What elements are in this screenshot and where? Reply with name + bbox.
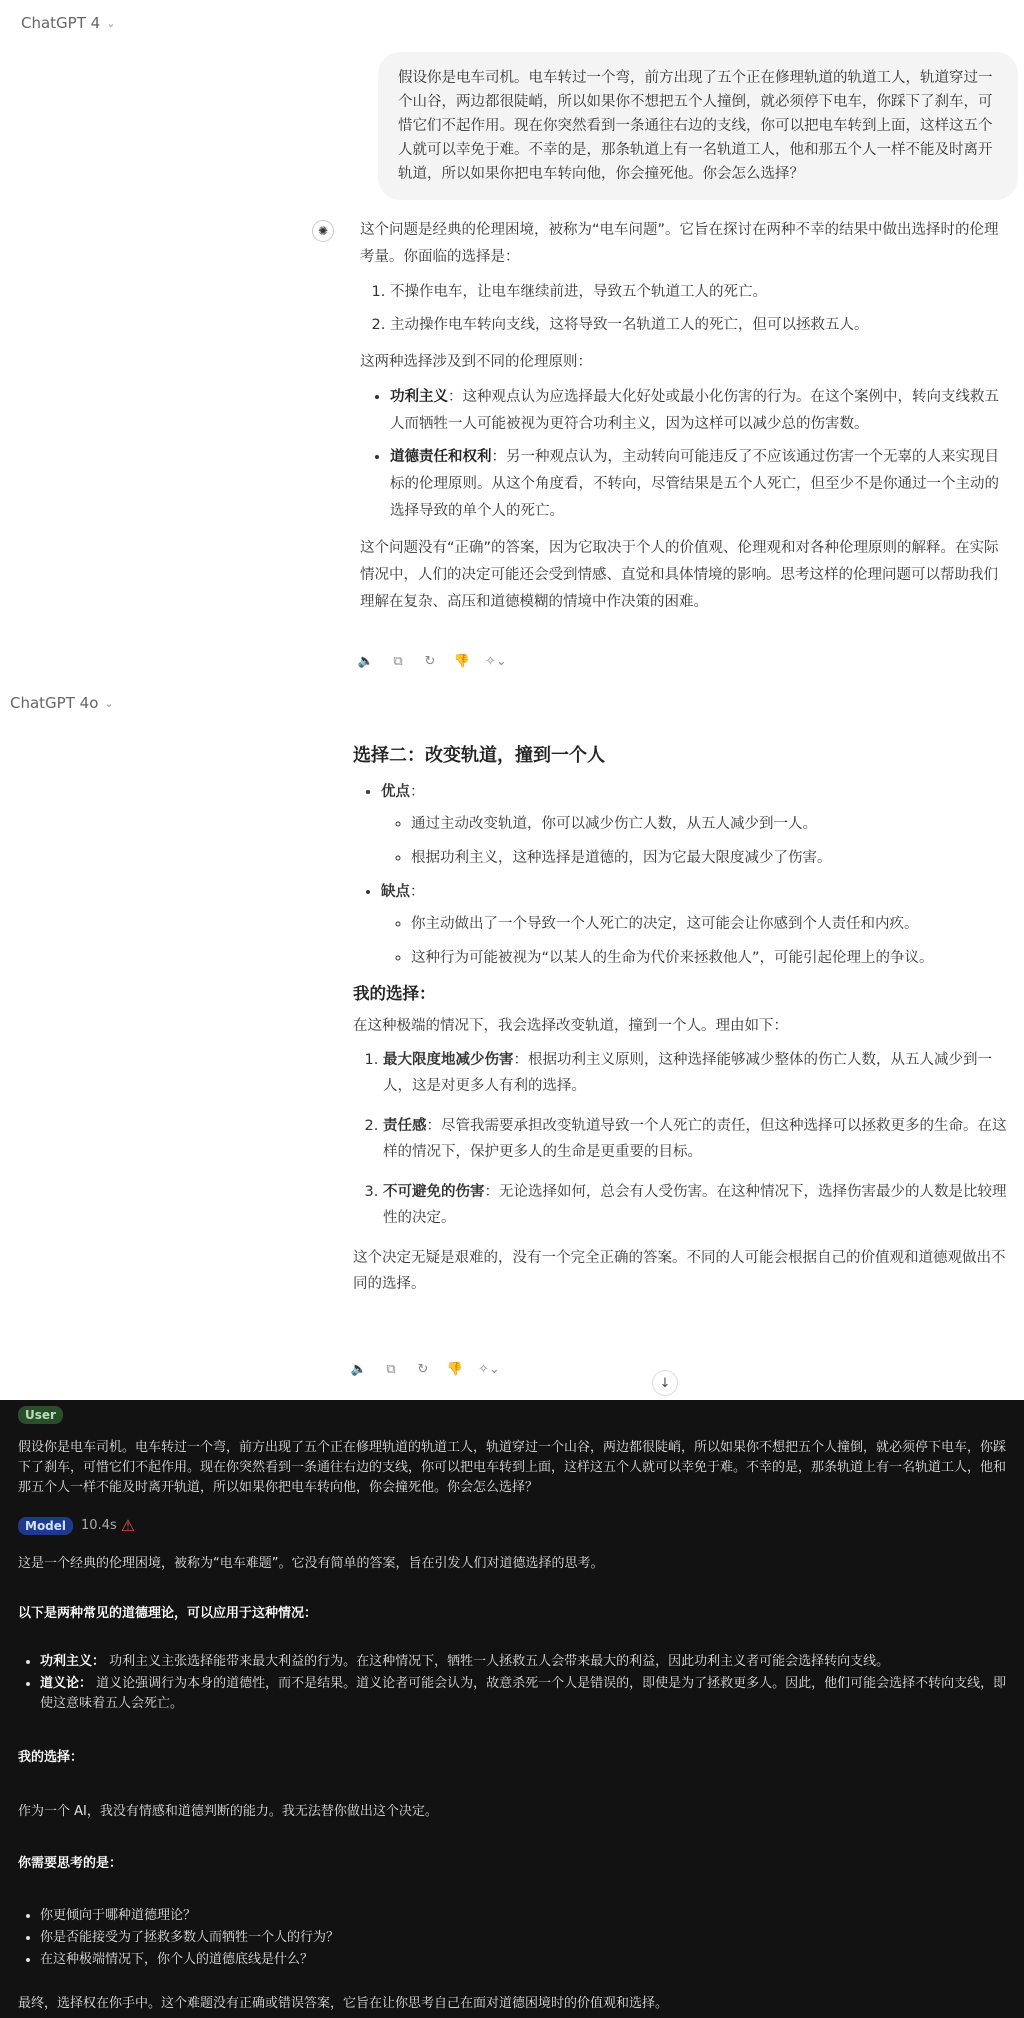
list-item — [390, 384, 1010, 438]
choice-intro: 在这种极端的情况下，我会选择改变轨道，撞到一个人。理由如下： — [353, 1018, 788, 1034]
term-text: ：无论选择如何，总会有人受伤害。在这种情况下，选择伤害最少的人数是比较理性的决定。 — [383, 1184, 1007, 1226]
model-switch-icon[interactable]: ✧⌄ — [478, 1362, 500, 1377]
term-text: ：这种观点认为应选择最大化好处或最小化伤害的行为。在这个案例中，转向支线救五人而牺牲一人可能被视为更符合功利主义，因为这样可以减少总的伤害数。 — [390, 389, 999, 432]
list-item — [383, 1113, 1013, 1165]
choice-heading: 我的选择： — [353, 984, 436, 1003]
model-switch-icon[interactable]: ✧⌄ — [485, 654, 507, 669]
term: 不可避免的伤害 — [383, 1184, 485, 1200]
list-item: ◦ 根据功利主义，这种选择是道德的，因为它最大限度减少了伤害。 — [411, 845, 1013, 871]
list-item: • 优点： ◦ 通过主动改变轨道，你可以减少伤亡人数，从五人减少到一人。 ◦ 根据功利主义，这种选择是道德的，因为它最大限度减少了伤害。 — [381, 779, 1013, 871]
list-item: • 你是否能接受为了拯救多数人而牺牲一个人的行为？ — [40, 1928, 1008, 1948]
think-heading — [18, 1854, 1008, 1874]
model-selector-gpt4[interactable] — [21, 14, 115, 32]
final-text: 最终，选择权在你手中。这个难题没有正确或错误答案，它旨在让你思考自己在面对道德困境时的价值观和选择。 — [18, 1996, 669, 2011]
thumbs-down-icon[interactable]: 👎 — [453, 654, 471, 669]
model-turn-header — [18, 1516, 1008, 1535]
heading-text: 你需要思考的是： — [18, 1856, 123, 1871]
message-actions-gpt4 — [357, 654, 507, 669]
openai-logo-icon: ✺ — [312, 220, 334, 242]
list-item — [383, 1179, 1013, 1231]
term: 最大限度地减少伤害 — [383, 1052, 514, 1068]
term: 道义论： — [40, 1676, 93, 1691]
cons-list — [381, 911, 1013, 971]
copy-icon[interactable]: ⧉ — [386, 1362, 396, 1377]
principles-list — [360, 384, 1010, 525]
list-item: ◦ 这种行为可能被视为“以某人的生命为代价来拯救他人”，可能引起伦理上的争议。 — [411, 945, 1013, 971]
pros-list — [381, 811, 1013, 871]
list-item — [390, 444, 1010, 525]
term: 功利主义： — [40, 1654, 106, 1669]
theories-list — [18, 1652, 1008, 1716]
list-item — [40, 1652, 1008, 1672]
closing-text: 这个决定无疑是艰难的，没有一个完全正确的答案。不同的人可能会根据自己的价值观和道德观做出不同的选择。 — [353, 1250, 1006, 1292]
term-text: ：根据功利主义原则，这种选择能够减少整体的伤亡人数，从五人减少到一人，这是对更多人有利的选择。 — [383, 1052, 992, 1094]
pros-label: 优点 — [381, 784, 410, 800]
list-item: 1. 不操作电车，让电车继续前进，导致五个轨道工人的死亡。 — [390, 279, 1010, 306]
list-item: • 在这种极端情况下，你个人的道德底线是什么？ — [40, 1950, 1008, 1970]
list-item — [383, 1047, 1013, 1099]
response-time: 10.4s — [81, 1518, 117, 1533]
term: 责任感 — [383, 1118, 427, 1134]
regenerate-icon[interactable]: ↻ — [424, 654, 436, 669]
response-intro: 这个问题是经典的伦理困境，被称为“电车问题”。它旨在探讨在两种不幸的结果中做出选择时的伦理考量。你面临的选择是： — [360, 222, 999, 265]
assistant-response-gpt4 — [360, 217, 1010, 624]
term: 道德责任和权利 — [390, 449, 492, 465]
read-aloud-icon[interactable]: 🔈 — [350, 1362, 368, 1377]
model-tag: Model — [18, 1517, 73, 1535]
user-message-dark: 假设你是电车司机。电车转过一个弯，前方出现了五个正在修理轨道的轨道工人，轨道穿过一个山谷，两边都很陡峭，所以如果你不想把五个人撞倒，就必须停下电车，你踩下了刹车，可惜它们不起作用。现在你突然看到一条通往右边的支线，你可以把电车转到上面，这样这五个人就可以幸免于难。不幸的是，那条轨道上有一名轨道工人，他和那五个人一样不能及时离开轨道，所以如果你把电车转向他，你会撞死他。你会怎么选择？ — [18, 1440, 1007, 1495]
heading-text: 我的选择： — [18, 1750, 84, 1765]
cons-label: 缺点 — [381, 884, 410, 900]
user-message-bubble: 假设你是电车司机。电车转过一个弯，前方出现了五个正在修理轨道的轨道工人，轨道穿过一个山谷，两边都很陡峭，所以如果你不想把五个人撞倒，就必须停下电车，你踩下了刹车，可惜它们不起作用。现在你突然看到一条通往右边的支线，你可以把电车转到上面，这样这五个人就可以幸免于难。不幸的是，那条轨道上有一名轨道工人，他和那五个人一样不能及时离开轨道，所以如果你把电车转向他，你会撞死他。你会怎么选择？ — [378, 52, 1018, 200]
my-choice-heading — [18, 1748, 1008, 1768]
read-aloud-icon[interactable]: 🔈 — [357, 654, 375, 669]
options-list — [360, 279, 1010, 339]
list-item: ◦ 你主动做出了一个导致一个人死亡的决定，这可能会让你感到个人责任和内疚。 — [411, 911, 1013, 937]
list-item: • 缺点： ◦ 你主动做出了一个导致一个人死亡的决定，这可能会让你感到个人责任和内疚。 ◦ 这种行为可能被视为“以某人的生命为代价来拯救他人”，可能引起伦理上的争议。 — [381, 879, 1013, 971]
message-actions-gpt4o — [350, 1362, 500, 1377]
chevron-down-icon: ⌄ — [104, 696, 114, 710]
model-selector-gpt4o[interactable] — [10, 694, 114, 712]
list-item: • 你更倾向于哪种道德理论？ — [40, 1906, 1008, 1926]
pros-cons-list — [353, 779, 1013, 971]
model-p1: 这是一个经典的伦理困境，被称为“电车难题”。它没有简单的答案，旨在引发人们对道德选择的思考。 — [18, 1556, 604, 1571]
model-name: ChatGPT 4o — [10, 694, 99, 712]
reasons-list — [353, 1047, 1013, 1231]
arrow-down-icon: ↓ — [659, 1375, 671, 1391]
chat-panel-dark — [0, 1400, 1024, 2018]
term-text: 道义论强调行为本身的道德性，而不是结果。道义论者可能会认为，故意杀死一个人是错误的，即使是为了拯救更多人。因此，他们可能会选择不转向支线，即使这意味着五人会死亡。 — [40, 1676, 1007, 1711]
term-text: 功利主义主张选择能带来最大利益的行为。在这种情况下，牺牲一人拯救五人会带来最大的利益，因此功利主义者可能会选择转向支线。 — [105, 1654, 890, 1669]
term-text: ：尽管我需要承担改变轨道导致一个人死亡的责任，但这种选择可以拯救更多的生命。在这样的情况下，保护更多人的生命是更重要的目标。 — [383, 1118, 1007, 1160]
model-p2 — [18, 1604, 1008, 1624]
my-choice-text: 作为一个 AI，我没有情感和道德判断的能力。我无法替你做出这个决定。 — [18, 1804, 438, 1819]
user-tag: User — [18, 1406, 63, 1424]
thumbs-down-icon[interactable]: 👎 — [446, 1362, 464, 1377]
term-text: ：另一种观点认为，主动转向可能违反了不应该通过伤害一个无辜的人来实现目标的伦理原则。从这个角度看，不转向，尽管结果是五个人死亡，但至少不是你通过一个主动的选择导致的单个人的死亡。 — [390, 449, 999, 519]
scroll-down-button[interactable] — [652, 1370, 678, 1396]
list-item: ◦ 通过主动改变轨道，你可以减少伤亡人数，从五人减少到一人。 — [411, 811, 1013, 837]
term: 功利主义 — [390, 389, 448, 405]
section-heading: 选择二：改变轨道，撞到一个人 — [353, 745, 605, 766]
principles-intro: 这两种选择涉及到不同的伦理原则： — [360, 354, 592, 370]
questions-list — [18, 1906, 1008, 1972]
response-conclusion: 这个问题没有“正确”的答案，因为它取决于个人的价值观、伦理观和对各种伦理原则的解释。在实际情况中，人们的决定可能还会受到情感、直觉和具体情境的影响。思考这样的伦理问题可以帮助我们理解在复杂、高压和道德模糊的情境中作决策的困难。 — [360, 540, 999, 610]
model-name: ChatGPT 4 — [21, 14, 101, 32]
list-item: 2. 主动操作电车转向支线，这将导致一名轨道工人的死亡，但可以拯救五人。 — [390, 312, 1010, 339]
regenerate-icon[interactable]: ↻ — [417, 1362, 429, 1377]
chevron-down-icon: ⌄ — [106, 16, 116, 30]
p2-text: 以下是两种常见的道德理论，可以应用于这种情况： — [18, 1606, 318, 1621]
assistant-response-gpt4o — [353, 743, 1013, 1303]
copy-icon[interactable]: ⧉ — [393, 654, 403, 669]
warning-icon[interactable]: ⚠ — [120, 1516, 136, 1535]
list-item — [40, 1674, 1008, 1714]
user-turn — [18, 1404, 1008, 1424]
